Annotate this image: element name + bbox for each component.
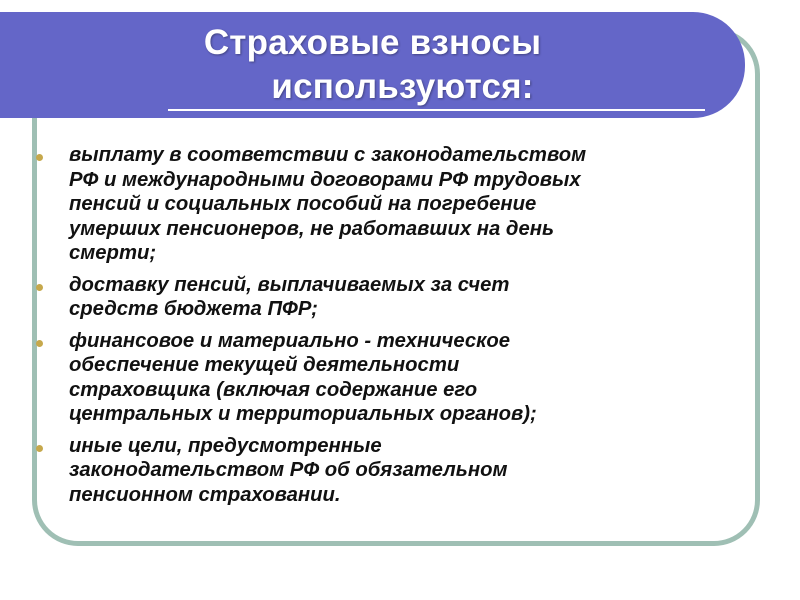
bullet-line: доставку пенсий, выплачиваемых за счет <box>69 273 510 296</box>
bullet-dot-icon <box>36 445 43 452</box>
bullet-line: центральных и территориальных органов); <box>69 403 537 425</box>
bullet-item-financing <box>35 329 755 427</box>
bullet-line: обеспечение текущей деятельности <box>69 354 460 376</box>
bullet-list <box>35 143 755 514</box>
bullet-dot-icon <box>36 340 43 347</box>
slide-title-line-1: Страховые взносы <box>203 23 542 62</box>
bullet-line: пенсий и социальных пособий на погребение <box>69 193 537 215</box>
bullet-item-payments <box>35 143 755 266</box>
bullet-line: законодательством РФ об обязательном <box>69 459 508 481</box>
bullet-line: иные цели, предусмотренные <box>69 434 382 457</box>
slide-title-line-2: используются: <box>271 67 534 106</box>
title-banner <box>0 12 745 118</box>
bullet-line: пенсионном страховании. <box>69 483 341 506</box>
bullet-dot-icon <box>36 284 43 291</box>
bullet-line: средств бюджета ПФР; <box>69 298 318 320</box>
bullet-item-delivery <box>35 273 755 322</box>
bullet-line: РФ и международными договорами РФ трудовых <box>69 168 581 191</box>
bullet-line: умерших пенсионеров, не работавших на день <box>69 217 555 240</box>
bullet-line: выплату в соответствии с законодательством <box>69 144 587 166</box>
bullet-line: финансовое и материально - техническое <box>69 329 511 352</box>
title-underline <box>168 109 705 111</box>
bullet-line: страховщика (включая содержание его <box>69 378 478 401</box>
bullet-line: смерти; <box>69 242 157 264</box>
bullet-item-other <box>35 434 755 508</box>
bullet-dot-icon <box>36 154 43 161</box>
